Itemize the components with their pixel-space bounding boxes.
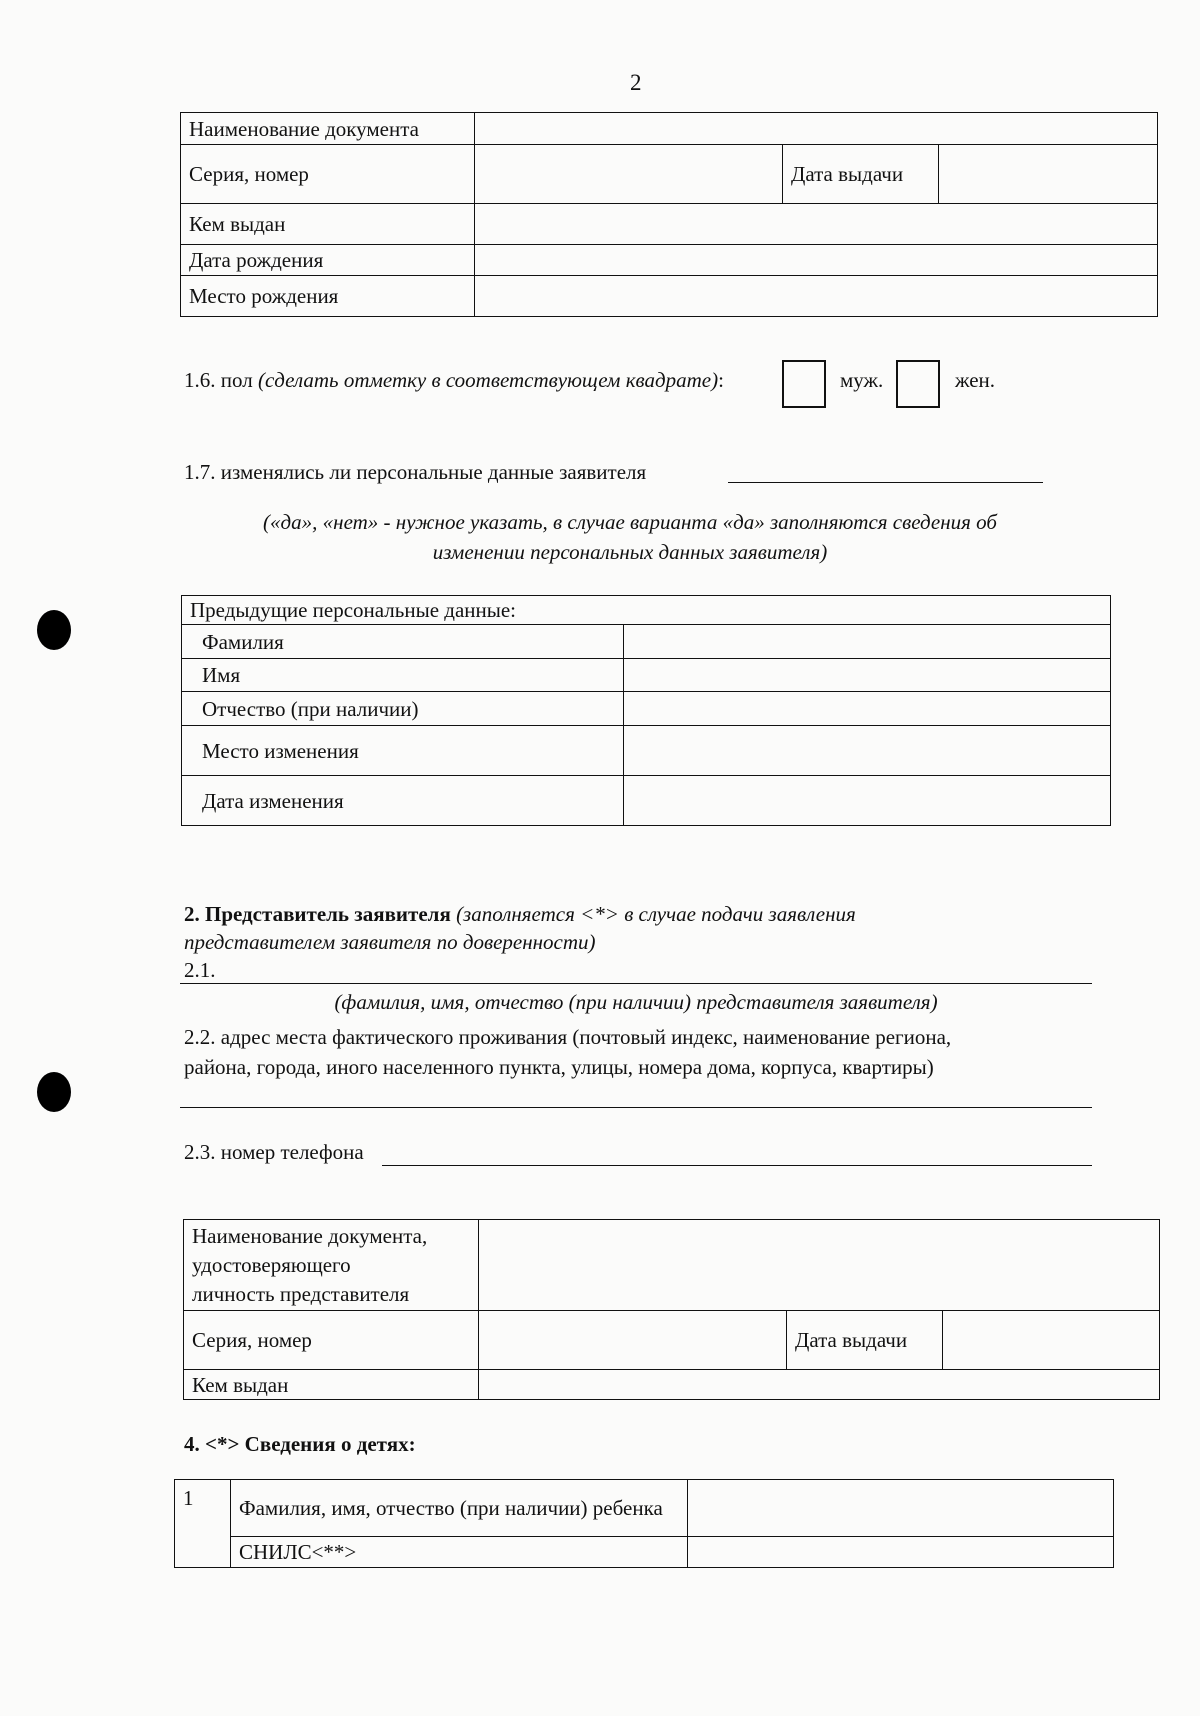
female-checkbox[interactable] [896,360,940,408]
address-label-line2: района, города, иного населенного пункта, улицы, номера дома, корпуса, квартиры) [184,1055,934,1079]
representative-fio-field[interactable] [180,958,1092,984]
previous-surname-field[interactable] [624,625,1111,659]
children-table [174,1479,1114,1568]
phone-field[interactable] [382,1141,1092,1166]
children-section-title: 4. <*> Сведения о детях: [184,1432,416,1456]
representative-section-subtitle: представителем заявителя по доверенности) [184,930,596,954]
issued-by-field[interactable] [475,204,1158,245]
rep-issued-by-label: Кем выдан [184,1370,479,1400]
male-label: муж. [840,368,884,392]
previous-name-field[interactable] [624,659,1111,692]
male-checkbox[interactable] [782,360,826,408]
rep-document-name-label: Наименование документа, удостоверяющего личность представителя [184,1220,479,1311]
child-fio-field[interactable] [688,1480,1114,1537]
child-snils-field[interactable] [688,1537,1114,1568]
rep-issue-date-label: Дата выдачи [787,1311,943,1370]
rep-series-number-label: Серия, номер [184,1311,479,1370]
previous-data-header: Предыдущие персональные данные: [182,596,1111,625]
rep-issued-by-field[interactable] [479,1370,1160,1400]
change-date-label: Дата изменения [182,776,624,826]
hole-punch-mark [37,610,71,650]
change-date-field[interactable] [624,776,1111,826]
representative-fio-caption: (фамилия, имя, отчество (при наличии) представителя заявителя) [334,990,938,1014]
changes-note-line1: («да», «нет» - нужное указать, в случае варианта «да» заполняются сведения об [263,510,997,534]
rep-document-name-field[interactable] [479,1220,1160,1311]
birth-date-field[interactable] [475,245,1158,276]
phone-label: 2.3. номер телефона [184,1140,364,1164]
representative-section-title: 2. Представитель заявителя (заполняется <*> в случае подачи заявления [184,902,856,926]
previous-patronymic-field[interactable] [624,692,1111,726]
changes-note-line2: изменении персональных данных заявителя) [432,540,828,564]
rep-series-number-field[interactable] [479,1311,787,1370]
previous-data-table [181,595,1111,826]
series-number-label: Серия, номер [181,145,475,204]
sex-hint: (сделать отметку в соответствующем квадрате) [257,368,719,392]
previous-name-label: Имя [182,659,624,692]
child-row-number: 1 [175,1480,231,1568]
issue-date-field[interactable] [939,145,1158,204]
rep-issue-date-field[interactable] [943,1311,1160,1370]
item-2-1-label: 2.1. [184,958,216,982]
birth-place-label: Место рождения [181,276,475,317]
hole-punch-mark [37,1072,71,1112]
series-number-field[interactable] [475,145,783,204]
page-number: 2 [630,70,642,95]
document-table [180,112,1158,317]
birth-date-label: Дата рождения [181,245,475,276]
change-place-label: Место изменения [182,726,624,776]
document-name-label: Наименование документа [181,113,475,145]
previous-patronymic-label: Отчество (при наличии) [182,692,624,726]
address-field[interactable] [180,1083,1092,1108]
issued-by-label: Кем выдан [181,204,475,245]
changes-answer-field[interactable] [728,458,1043,483]
sex-question: 1.6. пол (сделать отметку в соответствующем квадрате): [184,368,724,392]
child-snils-label: СНИЛС<**> [231,1537,688,1568]
address-label-line1: 2.2. адрес места фактического проживания (почтовый индекс, наименование региона, [184,1025,952,1049]
representative-document-table [183,1219,1160,1400]
birth-place-field[interactable] [475,276,1158,317]
child-fio-label: Фамилия, имя, отчество (при наличии) ребенка [231,1480,688,1537]
change-place-field[interactable] [624,726,1111,776]
female-label: жен. [955,368,996,392]
previous-surname-label: Фамилия [182,625,624,659]
changes-question: 1.7. изменялись ли персональные данные заявителя [184,460,647,484]
issue-date-label: Дата выдачи [783,145,939,204]
document-name-field[interactable] [475,113,1158,145]
